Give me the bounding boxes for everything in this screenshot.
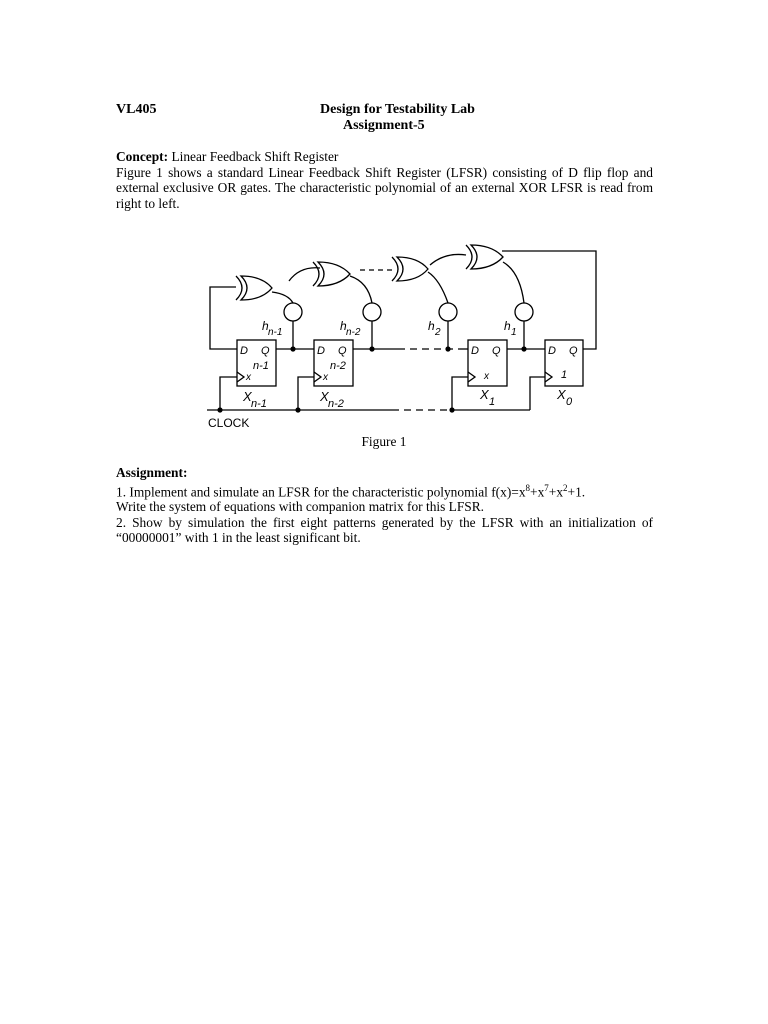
ff-d-label: D — [317, 345, 325, 357]
lfsr-figure — [0, 0, 768, 440]
output-label-x: X — [557, 387, 566, 402]
assignment-section — [116, 465, 653, 546]
exponent-7: 7 — [544, 482, 549, 493]
tap-wire-3 — [428, 272, 448, 303]
ff-x-label: x — [484, 371, 489, 382]
ff-q-label: Q — [492, 345, 501, 357]
xor-gate-3 — [392, 257, 428, 281]
concept-topic: Linear Feedback Shift Register — [171, 149, 339, 164]
ff-index: n-1 — [253, 360, 269, 372]
assignment-label: Assignment: — [116, 465, 188, 480]
ff-d-label: D — [471, 345, 479, 357]
xor-gate-4 — [466, 245, 503, 269]
tap-label-h: h — [504, 319, 511, 333]
tap-weight-n2 — [363, 303, 381, 321]
item1-prefix: 1. Implement and simulate an LFSR for the characteristic polynomial f(x)=x — [116, 483, 526, 499]
assignment-item-1-line2: Write the system of equations with companion matrix for this LFSR. — [116, 499, 485, 515]
ff-q-label: Q — [261, 345, 270, 357]
assignment-item-2: 2. Show by simulation the first eight patterns generated by the LFSR with an initialization of “00000001” with 1 in the least significant bit. — [116, 514, 653, 546]
output-label-sub: n-1 — [251, 398, 267, 410]
output-label-x: X — [480, 387, 489, 402]
tap-label-sub-1: 1 — [511, 327, 517, 338]
course-code: VL405 — [116, 102, 157, 117]
tap-wire-4 — [503, 262, 524, 303]
assignment-item-1 — [116, 481, 653, 500]
xor-chain-wire-1 — [289, 268, 320, 281]
exponent-2: 2 — [563, 482, 568, 493]
xor-gate-2 — [313, 262, 350, 286]
clock-label: CLOCK — [208, 416, 250, 430]
poly-tail: +1. — [567, 483, 586, 499]
xor-gate-1 — [236, 276, 272, 300]
tap-label-h: h — [428, 319, 435, 333]
ff-x-label: x — [323, 372, 328, 383]
ff-q-label: Q — [338, 345, 347, 357]
output-label-x: X — [320, 389, 329, 404]
tap-label-h: h — [340, 319, 347, 333]
xor-chain-wire-3 — [430, 254, 466, 265]
exponent-8: 8 — [525, 482, 531, 493]
ff-d-label: D — [548, 345, 556, 357]
tap-label-h: h — [262, 319, 269, 333]
figure-caption: Figure 1 — [361, 434, 407, 449]
concept-label: Concept: — [116, 149, 169, 164]
output-label-sub: n-2 — [328, 398, 344, 410]
tap-weight-n1 — [284, 303, 302, 321]
ff-x-label: x — [246, 372, 251, 383]
output-label-sub: 1 — [489, 396, 496, 408]
tap-label-sub-n1: n-1 — [268, 327, 283, 338]
output-label-x: X — [243, 389, 252, 404]
plus-x-term: +x — [530, 483, 545, 499]
lab-title: Design for Testability Lab — [320, 102, 475, 117]
assignment-title: Assignment-5 — [343, 118, 425, 133]
plus-x-term: +x — [548, 483, 564, 499]
feedback-wire-left — [210, 287, 237, 349]
output-label-sub: 0 — [566, 396, 573, 408]
concept-text: Figure 1 shows a standard Linear Feedback Shift Register (LFSR) consisting of D flip flop and external exclusive OR gates. The characteristic polynomial of an external XOR LFSR is read from right to left. — [116, 164, 653, 211]
tap-label-sub-n2: n-2 — [346, 327, 361, 338]
tap-wire-2 — [350, 276, 372, 303]
tap-weight-2 — [439, 303, 457, 321]
tap-weight-1 — [515, 303, 533, 321]
ff-q-label: Q — [569, 345, 578, 357]
ff-d-label: D — [240, 345, 248, 357]
ff-index: 1 — [561, 369, 568, 381]
tap-label-sub-2: 2 — [435, 327, 441, 338]
ff-index: n-2 — [330, 360, 346, 372]
assignment-heading — [116, 465, 653, 481]
tap-wire-1 — [272, 292, 293, 303]
